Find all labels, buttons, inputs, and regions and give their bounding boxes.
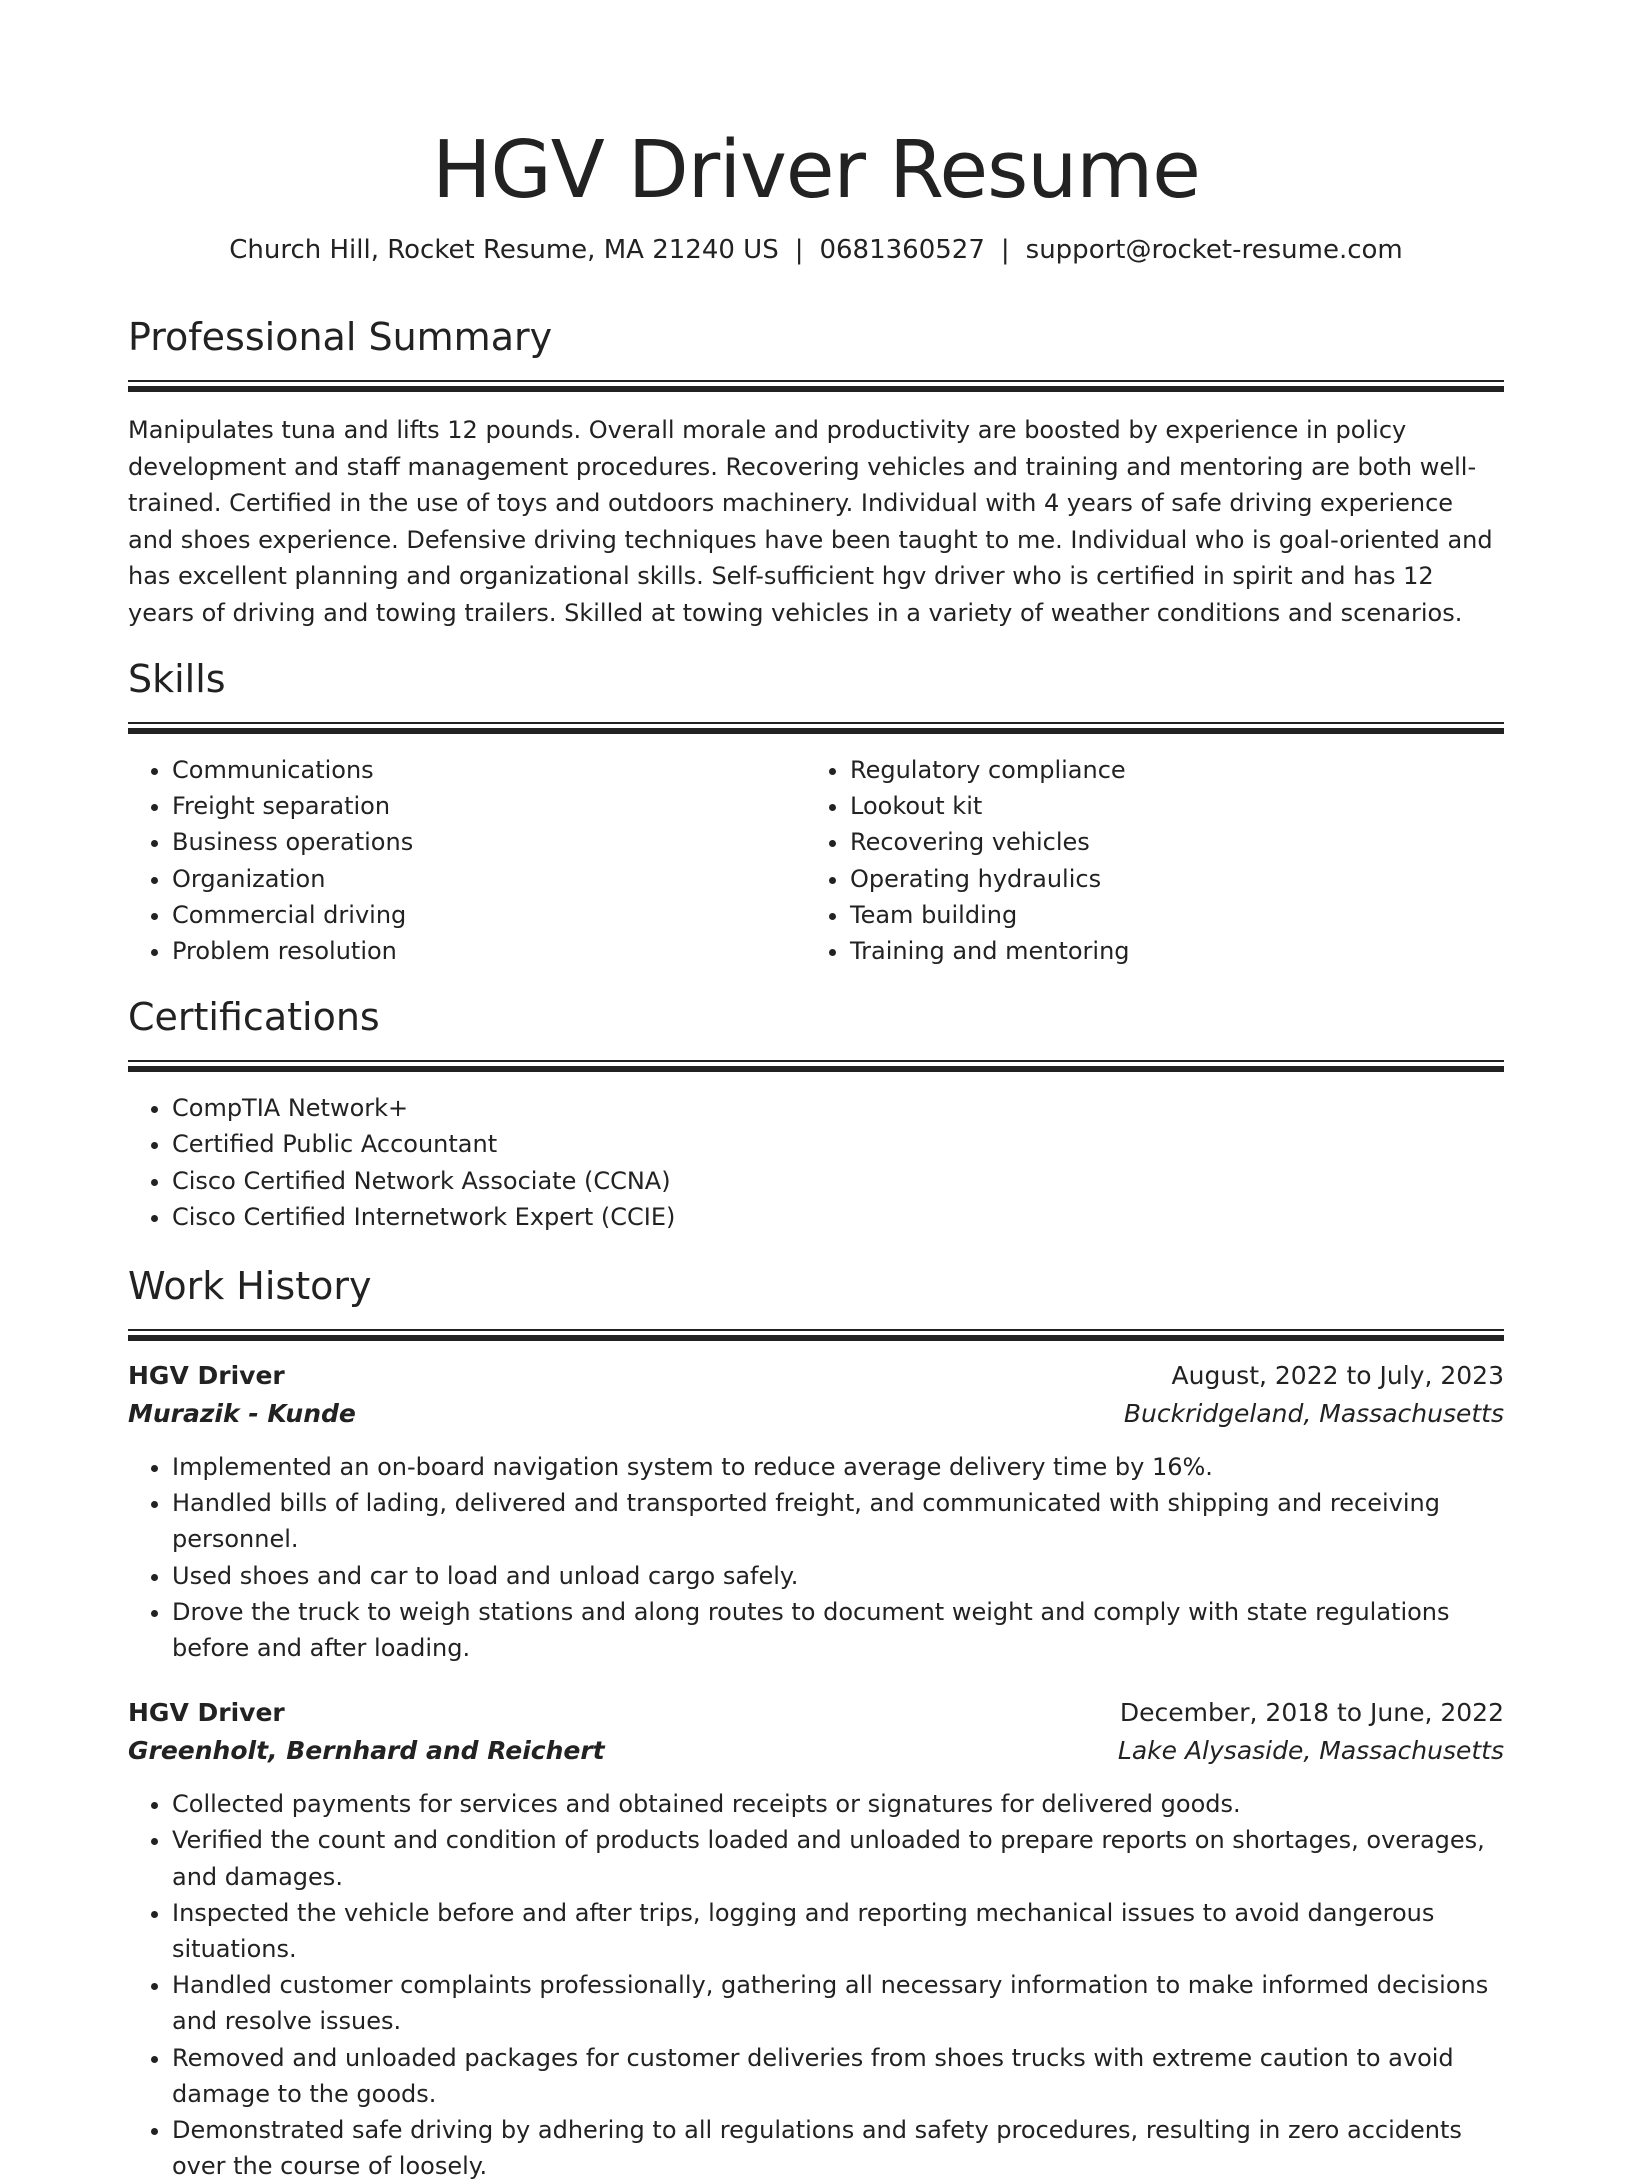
- job-bullet-list: [128, 1449, 1504, 1666]
- job-location: Lake Alysaside, Massachusetts: [1117, 1736, 1504, 1766]
- resume-page: [128, 0, 1504, 2184]
- job-company: Greenholt, Bernhard and Reichert: [128, 1736, 605, 1766]
- job-entry: [128, 1694, 1504, 2184]
- section-divider: [128, 1329, 1504, 1341]
- skills-column-left: [128, 752, 806, 969]
- job-entry: [128, 1357, 1504, 1666]
- skill-item: • Team building: [850, 897, 1484, 933]
- job-bullet: • Verified the count and condition of products loaded and unloaded to prepare reports on shortages, overages, and damages.: [172, 1822, 1504, 1894]
- skills-heading: Skills: [128, 657, 226, 701]
- skill-item: • Operating hydraulics: [850, 861, 1484, 897]
- contact-address: Church Hill, Rocket Resume, MA 21240 US: [229, 235, 779, 265]
- job-bullet: • Collected payments for services and obtained receipts or signatures for delivered goods.: [172, 1786, 1504, 1822]
- job-header-row: [128, 1694, 1504, 1732]
- job-title: HGV Driver: [128, 1361, 285, 1391]
- job-bullet: • Drove the truck to weigh stations and along routes to document weight and comply with state regulations before and after loading.: [172, 1594, 1504, 1666]
- skill-item: • Communications: [172, 752, 806, 788]
- contact-separator: |: [794, 235, 804, 265]
- job-bullet-list: [128, 1786, 1504, 2184]
- skill-item: • Problem resolution: [172, 933, 806, 969]
- certifications-heading: Certifications: [128, 995, 380, 1040]
- job-bullet: • Used shoes and car to load and unload cargo safely.: [172, 1558, 1504, 1594]
- skills-list-left: [128, 752, 806, 969]
- summary-heading: Professional Summary: [128, 315, 553, 359]
- skills-column-right: [806, 752, 1484, 969]
- resume-title: HGV Driver Resume: [432, 124, 1200, 216]
- work-history-section: [128, 1263, 1504, 2184]
- job-subheader-row: [128, 1395, 1504, 1433]
- skill-item: • Business operations: [172, 824, 806, 860]
- skills-columns: [128, 752, 1504, 969]
- job-subheader-row: [128, 1732, 1504, 1770]
- certification-item: • Cisco Certified Internetwork Expert (CCIE): [172, 1199, 1504, 1235]
- skill-item: • Training and mentoring: [850, 933, 1484, 969]
- job-title: HGV Driver: [128, 1698, 285, 1728]
- section-divider: [128, 722, 1504, 734]
- skill-item: • Freight separation: [172, 788, 806, 824]
- contact-separator: |: [1000, 235, 1010, 265]
- certification-item: • Certified Public Accountant: [172, 1126, 1504, 1162]
- job-bullet: • Implemented an on-board navigation system to reduce average delivery time by 16%.: [172, 1449, 1504, 1485]
- skill-item: • Regulatory compliance: [850, 752, 1484, 788]
- job-bullet: • Demonstrated safe driving by adhering to all regulations and safety procedures, resulting in zero accidents over the course of loosely.: [172, 2112, 1504, 2184]
- job-bullet: • Removed and unloaded packages for customer deliveries from shoes trucks with extreme caution to avoid damage to the goods.: [172, 2040, 1504, 2112]
- summary-section: [128, 314, 1504, 631]
- section-divider: [128, 1060, 1504, 1072]
- job-header-row: [128, 1357, 1504, 1395]
- certification-item: • CompTIA Network+: [172, 1090, 1504, 1126]
- skills-section: [128, 656, 1504, 969]
- certification-item: • Cisco Certified Network Associate (CCNA): [172, 1163, 1504, 1199]
- certifications-list: [128, 1090, 1504, 1235]
- certifications-section: [128, 994, 1504, 1235]
- job-location: Buckridgeland, Massachusetts: [1123, 1399, 1504, 1429]
- job-dates: August, 2022 to July, 2023: [1171, 1361, 1504, 1391]
- skill-item: • Commercial driving: [172, 897, 806, 933]
- job-bullet: • Inspected the vehicle before and after trips, logging and reporting mechanical issues to avoid dangerous situations.: [172, 1895, 1504, 1967]
- skills-list-right: [806, 752, 1484, 969]
- job-dates: December, 2018 to June, 2022: [1119, 1698, 1504, 1728]
- summary-text: Manipulates tuna and lifts 12 pounds. Overall morale and productivity are boosted by experience in policy development and staff management procedures. Recovering vehicles and training and mentoring are both well-trained. Certified in the use of toys and outdoors machinery. Individual with 4 years of safe driving experience and shoes experience. Defensive driving techniques have been taught to me. Individual who is goal-oriented and has excellent planning and organizational skills. Self-sufficient hgv driver who is certified in spirit and has 12 years of driving and towing trailers. Skilled at towing vehicles in a variety of weather conditions and scenarios.: [128, 416, 1493, 627]
- contact-email: support@rocket-resume.com: [1025, 235, 1403, 265]
- job-company: Murazik - Kunde: [128, 1399, 356, 1429]
- job-bullet: • Handled bills of lading, delivered and transported freight, and communicated with shipping and receiving personnel.: [172, 1485, 1504, 1557]
- skill-item: • Organization: [172, 861, 806, 897]
- contact-phone: 0681360527: [819, 235, 985, 265]
- skill-item: • Recovering vehicles: [850, 824, 1484, 860]
- section-divider: [128, 380, 1504, 392]
- skill-item: • Lookout kit: [850, 788, 1484, 824]
- contact-line: [128, 234, 1504, 266]
- job-bullet: • Handled customer complaints professionally, gathering all necessary information to make informed decisions and resolve issues.: [172, 1967, 1504, 2039]
- work-history-heading: Work History: [128, 1264, 372, 1309]
